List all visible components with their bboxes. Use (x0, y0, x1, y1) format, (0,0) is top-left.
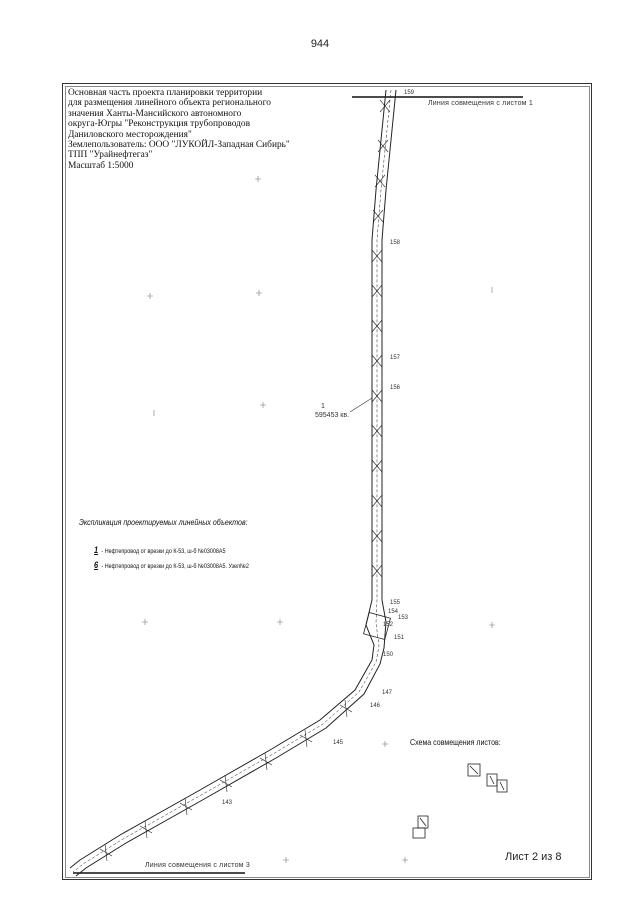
page-number: 944 (310, 38, 330, 50)
point-label: 158 (390, 240, 401, 246)
point-label: 159 (404, 90, 415, 96)
point-label: 146 (370, 703, 381, 709)
tpp-line: ТПП "Урайнефтегаз" (68, 150, 153, 161)
title-line-5: Даниловского месторождения" (68, 129, 192, 140)
point-label: 156 (390, 385, 401, 391)
legend-item (94, 545, 225, 555)
scheme-title: Схема совмещения листов: (410, 737, 501, 747)
point-label: 151 (394, 635, 405, 641)
title-block (68, 88, 338, 171)
pipeline-corridor (70, 90, 399, 876)
point-label: 153 (398, 615, 409, 621)
parcel-leader (350, 398, 372, 412)
legend-item-text: - Нефтепровод от врезки до К-53, ш-б №03008А5. Узел№2 (101, 563, 249, 570)
point-label: 154 (388, 609, 399, 615)
legend-item-number: 1 (94, 545, 99, 555)
title-line-4: округа-Югры "Реконструкция трубопроводов (68, 119, 251, 130)
point-label: 152 (383, 622, 394, 628)
legend-item-number: 6 (94, 560, 99, 570)
point-label: 150 (383, 652, 394, 658)
match-line-top-label: Линия совмещения с листом 1 (428, 100, 533, 107)
sheet-scheme (413, 764, 507, 838)
legend-item-text: - Нефтепровод от врезки до К-53, ш-б №03008А5 (101, 548, 226, 555)
parcel-area-1: 595453 кв. (315, 412, 350, 419)
title-line-2: для размещения линейного объекта регионального (68, 98, 271, 109)
match-line-bottom-label: Линия совмещения с листом 3 (145, 862, 250, 869)
point-label: 145 (333, 740, 344, 746)
title-line-1: Основная часть проекта планировки территории (68, 88, 263, 98)
sheet-number-label: Лист 2 из 8 (505, 851, 562, 863)
title-line-3: значения Ханты-Мансийского автономного (68, 108, 242, 119)
scale-line: Масштаб 1:5000 (68, 160, 134, 171)
legend-item (94, 560, 249, 570)
point-label: 155 (390, 600, 401, 606)
legend-title: Экспликация проектируемых линейных объектов: (79, 517, 248, 527)
parcel-number-1: 1 (321, 403, 325, 410)
land-user-line: Землепользователь: ООО "ЛУКОЙЛ-Западная Сибирь" (68, 140, 290, 151)
point-label: 157 (390, 355, 401, 361)
point-label: 147 (382, 690, 393, 696)
corridor-hatch (100, 100, 393, 861)
point-label: 143 (222, 800, 233, 806)
